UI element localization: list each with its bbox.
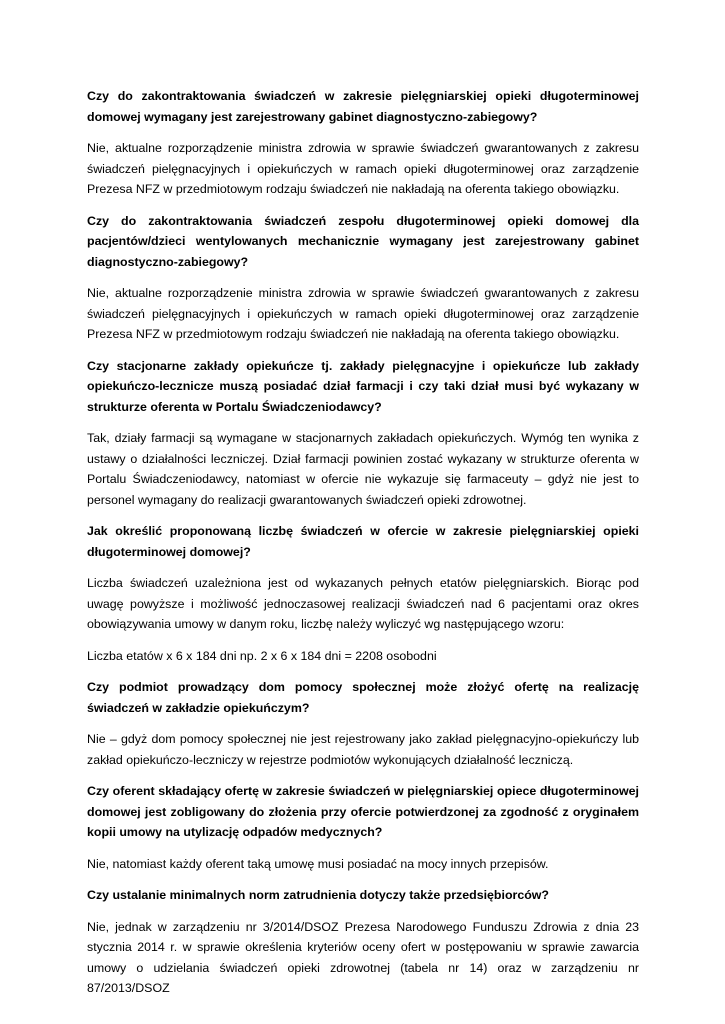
question-4: Jak określić proponowaną liczbę świadczeń w ofercie w zakresie pielęgniarskiej opieki długoterminowej domowej? xyxy=(87,524,639,559)
question-7: Czy ustalanie minimalnych norm zatrudnienia dotyczy także przedsiębiorców? xyxy=(87,888,550,902)
question-5: Czy podmiot prowadzący dom pomocy społecznej może złożyć ofertę na realizację świadczeń w zakładzie opiekuńczym? xyxy=(87,680,639,715)
answer-7: Nie, jednak w zarządzeniu nr 3/2014/DSOZ Prezesa Narodowego Funduszu Zdrowia z dnia 23 stycznia 2014 r. w sprawie określenia kryteriów oceny ofert w postępowaniu w sprawie zawarcia umowy o udzielania świadczeń opieki zdrowotnej (tabela nr 14) oraz w zarządzeniu nr 87/2013/DSOZ xyxy=(87,919,639,995)
document-page xyxy=(87,86,639,1010)
answer-5: Nie – gdyż dom pomocy społecznej nie jest rejestrowany jako zakład pielęgnacyjno-opiekuńczy lub zakład opiekuńczo-leczniczy w rejestrze podmiotów wykonujących działalność leczniczą. xyxy=(87,732,639,767)
question-2: Czy do zakontraktowania świadczeń zespołu długoterminowej opieki domowej dla pacjentów/dzieci wentylowanych mechanicznie wymagany jest zarejestrowany gabinet diagnostyczno-zabiegowy? xyxy=(87,213,639,269)
answer-6: Nie, natomiast każdy oferent taką umowę musi posiadać na mocy innych przepisów. xyxy=(87,856,549,871)
answer-1: Nie, aktualne rozporządzenie ministra zdrowia w sprawie świadczeń gwarantowanych z zakresu świadczeń pielęgnacyjnych i opiekuńczych w ramach opieki długoterminowej oraz zarządzenie Prezesa NFZ w przedmiotowym rodzaju świadczeń nie nakładają na oferenta takiego obowiązku. xyxy=(87,141,639,196)
question-1: Czy do zakontraktowania świadczeń w zakresie pielęgniarskiej opieki długoterminowej domowej wymagany jest zarejestrowany gabinet diagnostyczno-zabiegowy? xyxy=(87,89,639,124)
formula-line: Liczba etatów x 6 x 184 dni np. 2 x 6 x 184 dni = 2208 osobodni xyxy=(87,648,437,663)
question-6: Czy oferent składający ofertę w zakresie świadczeń w pielęgniarskiej opiece długoterminowej domowej jest zobligowany do złożenia przy ofercie potwierdzonej za zgodność z oryginałem kopii umowy na utylizację odpadów medycznych? xyxy=(87,784,639,839)
answer-3: Tak, działy farmacji są wymagane w stacjonarnych zakładach opiekuńczych. Wymóg ten wynika z ustawy o działalności leczniczej. Dział farmacji powinien zostać wykazany w strukturze oferenta w Portalu Świadczeniodawcy, natomiast w ofercie nie wykazuje się farmaceuty – gdyż nie jest to personel wymagany do realizacji gwarantowanych świadczeń opieki zdrowotnej. xyxy=(87,431,639,507)
answer-2: Nie, aktualne rozporządzenie ministra zdrowia w sprawie świadczeń gwarantowanych z zakresu świadczeń pielęgnacyjnych i opiekuńczych w ramach opieki długoterminowej oraz zarządzenie Prezesa NFZ w przedmiotowym rodzaju świadczeń nie nakładają na oferenta takiego obowiązku. xyxy=(87,286,639,341)
answer-4: Liczba świadczeń uzależniona jest od wykazanych pełnych etatów pielęgniarskich. Biorąc pod uwagę powyższe i możliwość jednoczasowej realizacji świadczeń nad 6 pacjentami oraz okres obowiązywania umowy w danym roku, liczbę należy wyliczyć wg następującego wzoru: xyxy=(87,576,639,631)
question-3: Czy stacjonarne zakłady opiekuńcze tj. zakłady pielęgnacyjne i opiekuńcze lub zakłady opiekuńczo-lecznicze muszą posiadać dział farmacji i czy taki dział musi być wykazany w strukturze oferenta w Portalu Świadczeniodawcy? xyxy=(87,358,639,414)
